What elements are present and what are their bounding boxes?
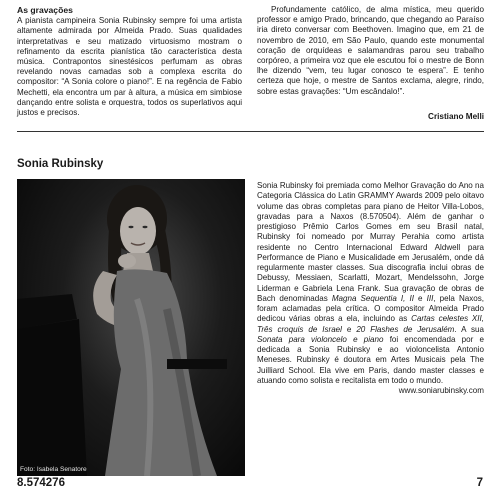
artist-website-link[interactable]: www.soniarubinsky.com — [398, 386, 484, 395]
photo-credit: Foto: Isabela Senatore — [20, 466, 87, 473]
author-credit: Cristiano Melli — [428, 112, 484, 121]
bio-paragraph: Sonia Rubinsky foi premiada como Melhor Gravação do Ano na Categoria Clássica do Latin GRAMMY Awards 2009 pelo oitavo volume das obras completas para piano de Heitor Villa-Lobos, gravadas para a Naxos (8.570504). Além de ganhar o prestigioso Prêmio Carlos Gomes em seu Brasil natal, Rubinsky foi nomeado por Murray Perahia como artista residente no Centro Internacional Edward Aldwell para Performance de Piano e Musicalidade em Jerusalém, onde dá regularmente master classes. Sua discografia inclui obras de Debussy, Messiaen, Scarlatti, Mozart, Mendelssohn, Jorge Liderman e Gabriela Lena Frank. Sua gravação de obras de Bach denominadas Magna Sequentia I, II e III, pela Naxos, foram aclamadas pela crítica. O compositor Almeida Prado dedicou várias obras a ela, incluindo as Cartas celestes XII, Três croquis de Israel e 20 Flashes de Jerusalém. A sua Sonata para violoncelo e piano foi encomendada por e dedicada a Sonia Rubinsky e ao violoncelista Antonio Meneses. Rubinsky é doutora em Artes Musicais pela The Juilliard School. Ela vive em Paris, dando master classes e atuando como solista e recitalista em todo o mundo. — [257, 181, 485, 385]
right-paragraph: Profundamente católico, de alma mística, meu querido professor e amigo Prado, brincando, que chegando ao Paraíso iria direto conversar com Beethoven. Imagino que, em 21 de novembro de 2010, em São Paulo, quando este monumental coração de orquídeas e salamandras parou seu trabalho corpóreo, a primeira voz que ele escutou foi o mestre de Bonn lhe dizendo “vem, teu lugar conosco te espera”. E tenho certeza que hoje, o mestre de Santos exclama, alegre, rindo, sobre estas gravações: “Um escândalo!”. — [257, 5, 484, 96]
page-number: 7 — [476, 477, 483, 489]
top-left-column — [17, 5, 242, 118]
top-right-column — [257, 5, 484, 97]
pianist-silhouette — [17, 179, 245, 476]
bio-title: Sonia Rubinsky — [17, 158, 104, 170]
left-paragraph: A pianista campineira Sonia Rubinsky sempre foi uma artista altamente admirada por Almeida Prado. Suas qualidades interpretativas e seu matizado virtuosismo mostram o refinamento da escrita pianística tão característica desta música. Contrapontos sinestésicos perfumam as obras revelando novas camadas sob a complexa escrita do compositor: “A Sonia colore o piano!”. E na regência de Fabio Mechetti, ela encontra um par à altura, a música em simbiose dançando entre solista e orquestra, todos os superlativos aqui justos e precisos. — [17, 16, 242, 118]
section-divider — [17, 131, 484, 132]
bio-text-column — [257, 181, 484, 396]
catalog-number: 8.574276 — [17, 477, 65, 489]
artist-photo — [17, 179, 245, 476]
section-heading: As gravações — [17, 5, 73, 15]
